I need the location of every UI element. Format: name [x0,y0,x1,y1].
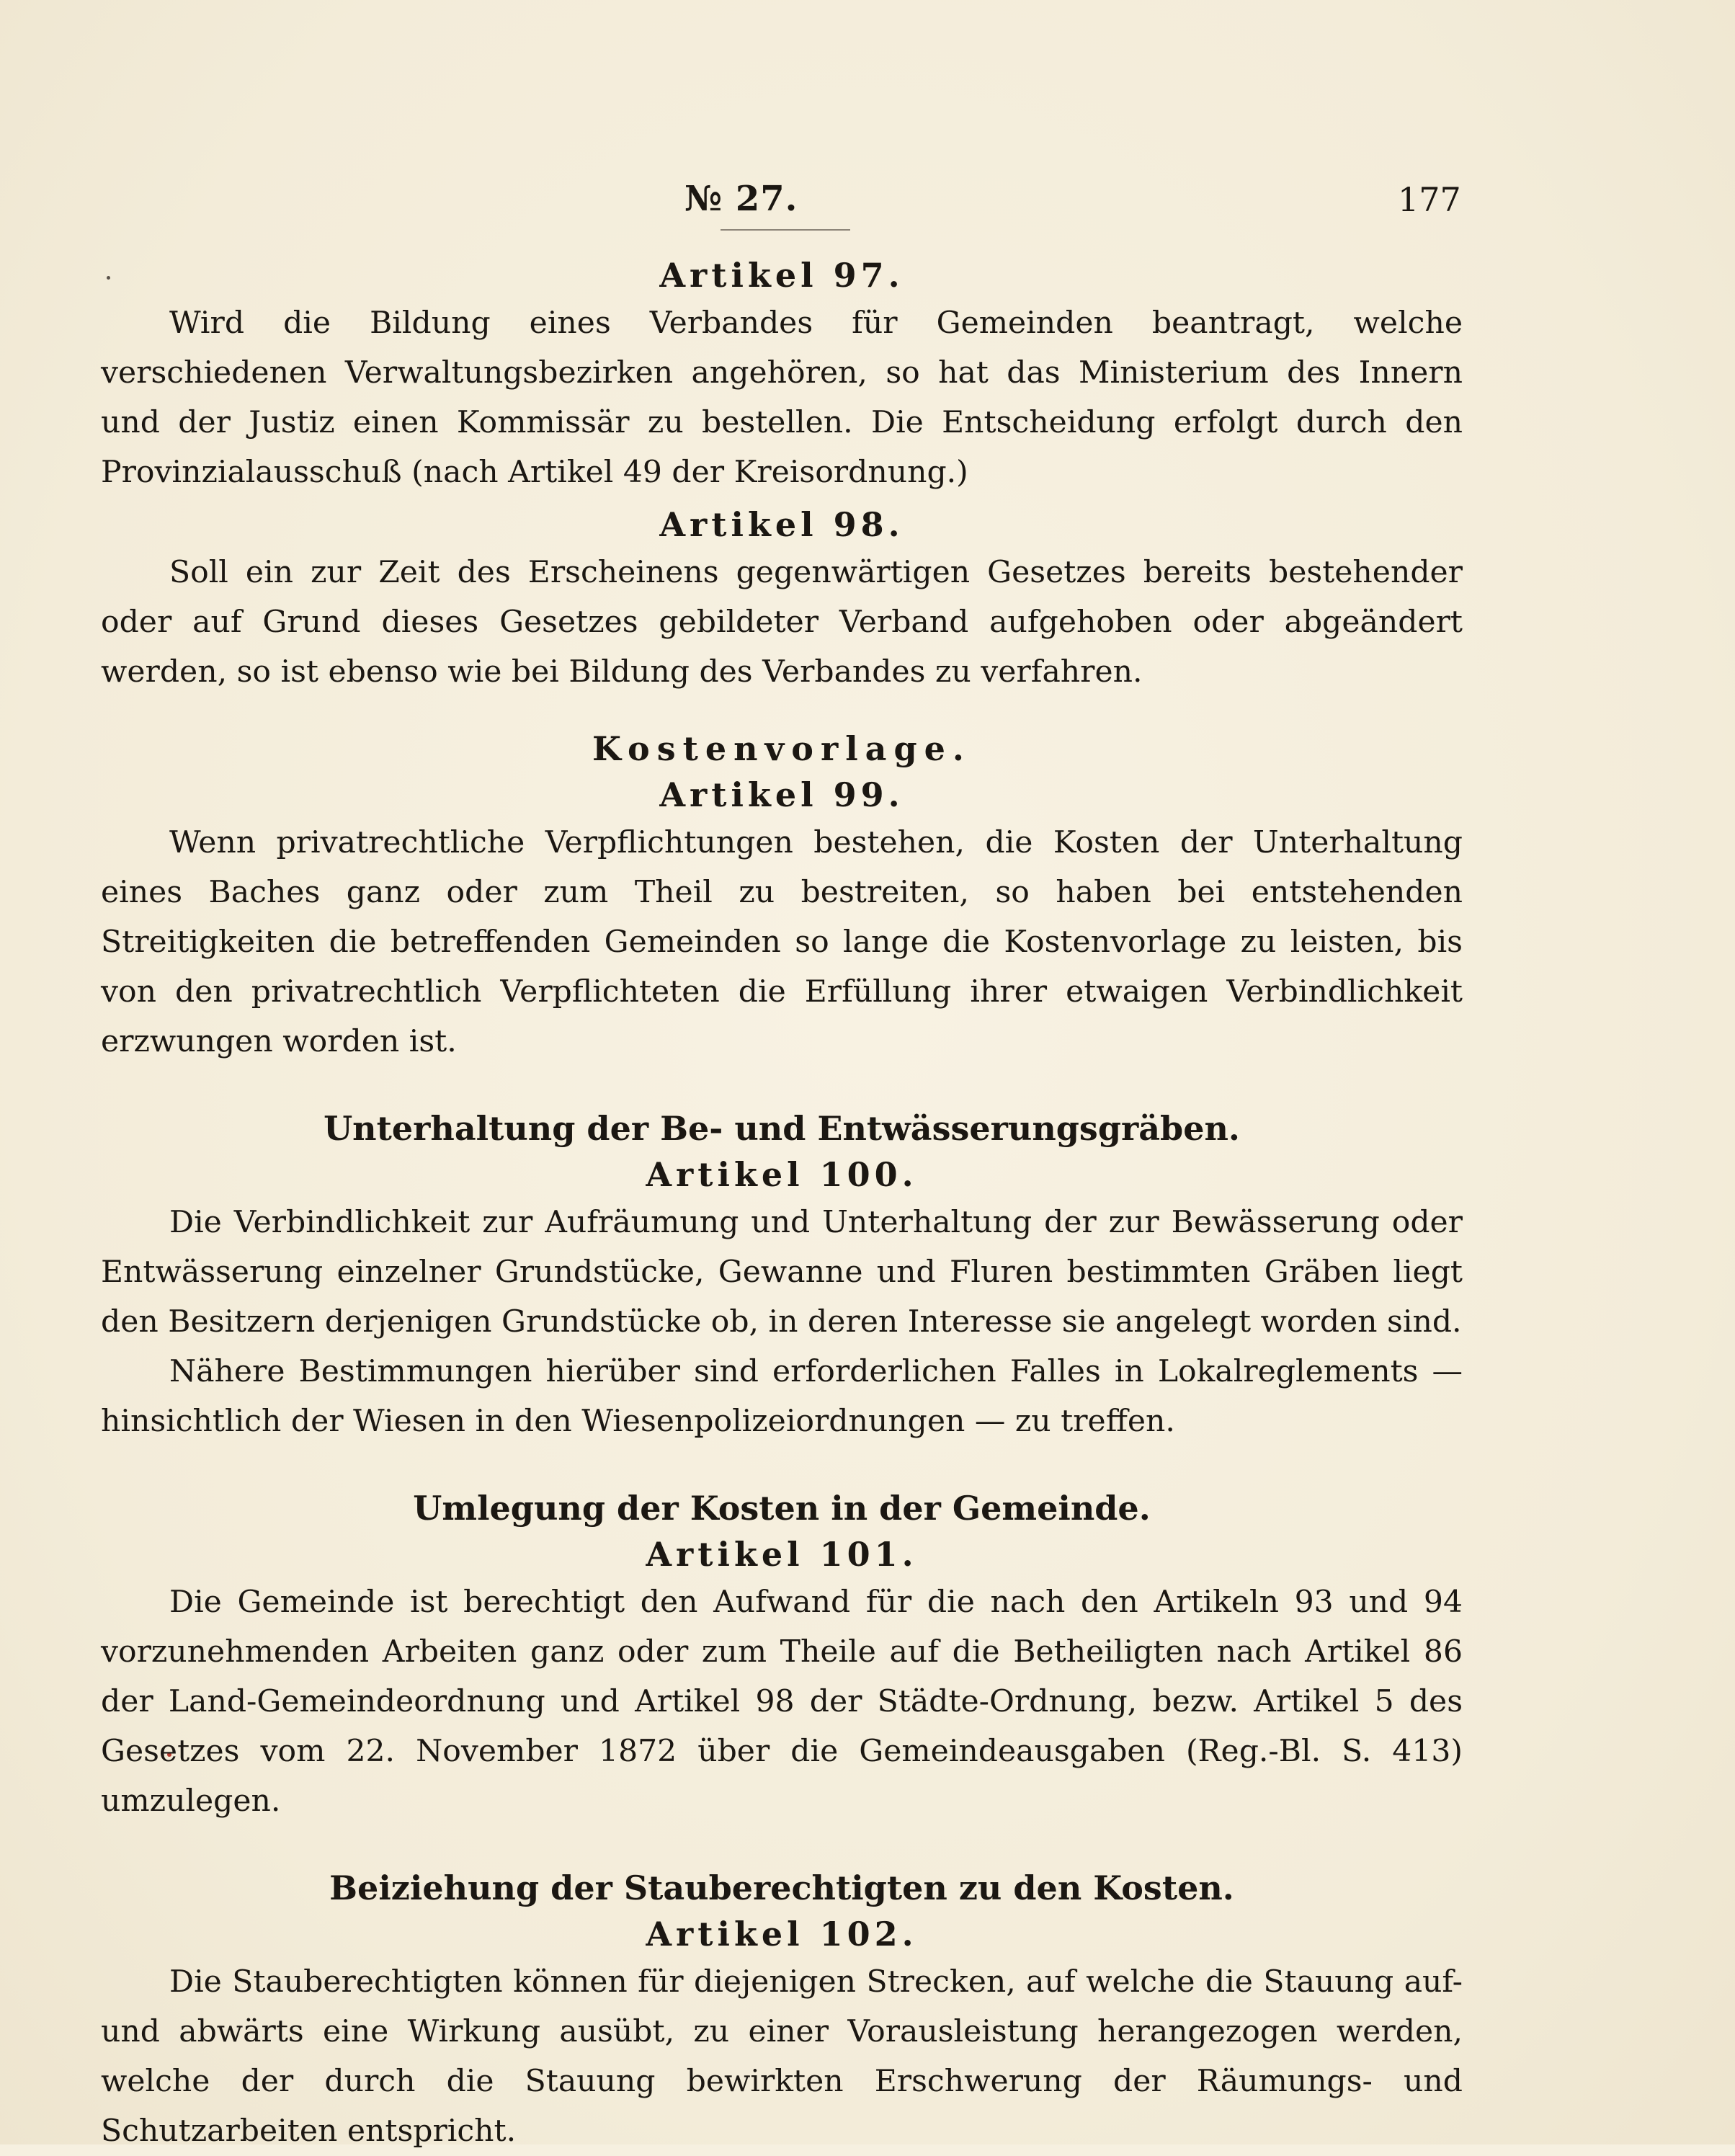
article-heading: Artikel 101. [646,1535,918,1574]
article-heading: Artikel 102. [646,1915,918,1954]
article-heading: Artikel 100. [646,1155,918,1194]
paragraph: Die Verbindlichkeit zur Aufräumung und Unterhaltung der zur Bewässerung oder Entwässerung einzelner Grundstücke, Gewanne und Fluren bestimmten Gräben liegt den Besitzern derjenigen Grundstücke ob, in deren Interesse sie angelegt worden sind. [101,1205,1463,1340]
section-title: Kostenvorlage. [592,729,971,768]
document-body [101,252,1463,2156]
paragraph: Die Gemeinde ist berechtigt den Aufwand für die nach den Artikeln 93 und 94 vorzunehmenden Arbeiten ganz oder zum Theile auf die Betheiligten nach Artikel 86 der Land-Gemeindeordnung und Artikel 98 der Städte-Ordnung, bezw. Artikel 5 des Gesetzes vom 22. November 1872 über die Gemeindeausgaben (Reg.-Bl. S. 413) umzulegen. [101,1585,1463,1819]
section-title: Beiziehung der Stauberechtigten zu den Kosten. [329,1868,1234,1907]
article-102-section [101,1865,1463,2156]
paragraph: Wird die Bildung eines Verbandes für Gemeinden beantragt, welche verschiedenen Verwaltungsbezirken angehören, so hat das Ministerium des Innern und der Justiz einen Kommissär zu bestellen. Die Entscheidung erfolgt durch den Provinzialausschuß (nach Artikel 49 der Kreisordnung.) [101,306,1463,490]
issue-number: № 27. [684,179,798,219]
section-title: Unterhaltung der Be- und Entwässerungsgräben. [324,1109,1240,1148]
article-heading: Artikel 97. [659,256,904,295]
page-number: 177 [1398,180,1461,219]
article-100-section [101,1105,1463,1446]
article-98-section [101,502,1463,697]
article-99-section [101,726,1463,1066]
article-heading: Artikel 98. [659,505,904,544]
article-heading: Artikel 99. [659,775,904,814]
paragraph: Soll ein zur Zeit des Erscheinens gegenwärtigen Gesetzes bereits bestehender oder auf Grund dieses Gesetzes gebildeter Verband aufgehoben oder abgeändert werden, so ist ebenso wie bei Bildung des Verbandes zu verfahren. [101,555,1463,690]
article-97-section [101,252,1463,497]
paragraph: Nähere Bestimmungen hierüber sind erforderlichen Falles in Lokalreglements — hinsichtlich der Wiesen in den Wiesenpolizeiordnungen — zu treffen. [101,1354,1463,1439]
page-header [0,172,1735,236]
article-101-section [101,1485,1463,1826]
paragraph: Wenn privatrechtliche Verpflichtungen bestehen, die Kosten der Unterhaltung eines Baches ganz oder zum Theil zu bestreiten, so haben bei entstehenden Streitigkeiten die betreffenden Gemeinden so lange die Kostenvorlage zu leisten, bis von den privatrechtlich Verpflichteten die Erfüllung ihrer etwaigen Verbindlichkeit erzwungen worden ist. [101,825,1463,1059]
paragraph: Die Stauberechtigten können für diejenigen Strecken, auf welche die Stauung auf- und abwärts eine Wirkung ausübt, zu einer Vorausleistung herangezogen werden, welche der durch die Stauung bewirkten Erschwerung der Räumungs- und Schutzarbeiten entspricht. [101,1964,1463,2149]
issue-underline [721,229,850,231]
section-title: Umlegung der Kosten in der Gemeinde. [413,1489,1151,1528]
